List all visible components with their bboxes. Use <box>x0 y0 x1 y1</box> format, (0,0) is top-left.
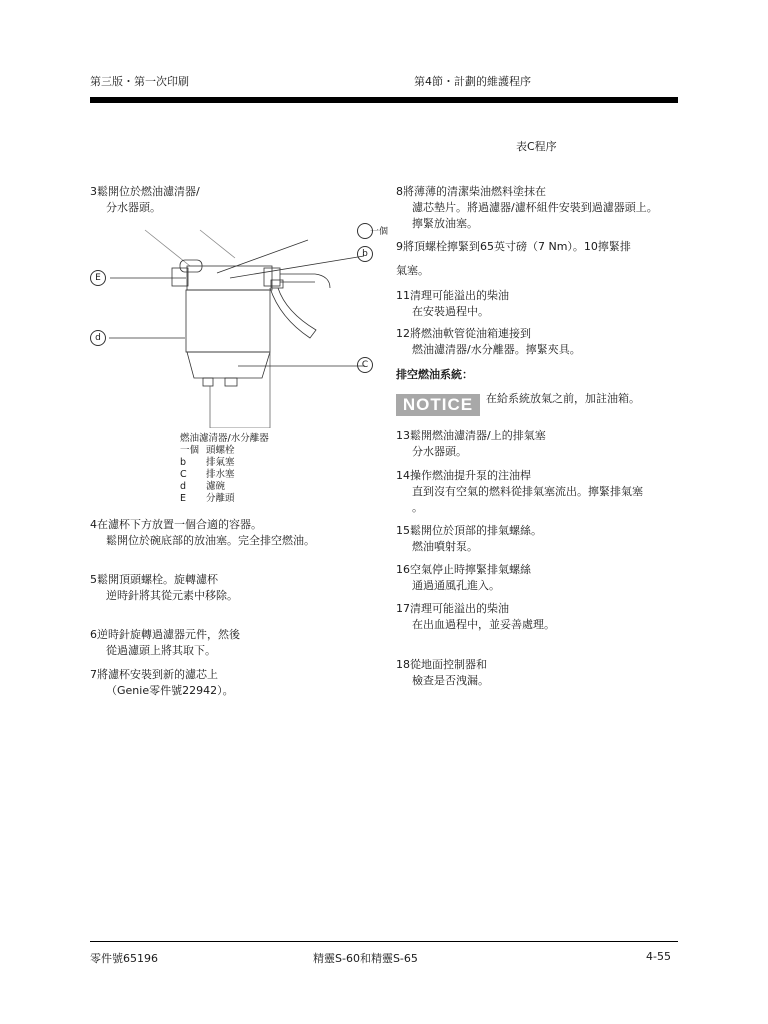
legend-key: 一個 <box>180 445 200 456</box>
step-line: 18從地面控制器和 <box>396 658 487 671</box>
legend-item <box>180 457 269 469</box>
header-rule <box>90 97 678 103</box>
step-line: 。 <box>412 501 423 514</box>
step-line: 14操作燃油提升泵的注油桿 <box>396 469 531 482</box>
step-line: 9將頂螺栓擰緊到65英寸磅（7 Nm）。10擰緊排 <box>396 240 631 253</box>
legend-item <box>180 445 269 457</box>
figure-legend <box>180 433 269 505</box>
step-line: 6逆時針旋轉過濾器元件，然後 <box>90 628 240 641</box>
callout-a-label: 一個 <box>370 227 389 237</box>
step-line: 燃油噴射泵。 <box>412 540 478 553</box>
step-line: 16空氣停止時擰緊排氣螺絲 <box>396 563 531 576</box>
step-9 <box>396 239 631 255</box>
step-line: 檢查是否洩漏。 <box>412 674 489 687</box>
step-line: 氣塞。 <box>396 264 429 277</box>
legend-item <box>180 469 269 481</box>
step-11 <box>396 288 509 320</box>
legend-item <box>180 493 269 505</box>
step-line: 3鬆開位於燃油濾清器/ <box>90 185 200 198</box>
step-18 <box>396 657 489 689</box>
legend-value: 排氣塞 <box>206 457 235 468</box>
callout-c: C <box>357 357 373 373</box>
step-line: 逆時針將其從元素中移除。 <box>106 589 238 602</box>
callout-b: b <box>357 246 373 262</box>
step-line: 擰緊放油塞。 <box>412 217 478 230</box>
step-line: 在安裝過程中。 <box>412 305 489 318</box>
step-line: 分水器頭。 <box>106 201 161 214</box>
step-15 <box>396 523 542 555</box>
step-12 <box>396 326 581 358</box>
legend-key: E <box>180 493 187 504</box>
legend-key: d <box>180 481 187 492</box>
footer-rule <box>90 941 678 942</box>
step-line: 分水器頭。 <box>412 445 467 458</box>
header-edition: 第三版・第一次印刷 <box>90 75 189 88</box>
step-line: （Genie零件號22942）。 <box>106 684 234 697</box>
step-8 <box>396 184 658 232</box>
step-line: 燃油濾清器/水分離器。擰緊夾具。 <box>412 343 581 356</box>
bleed-heading: 排空燃油系統： <box>396 368 473 381</box>
step-13 <box>396 428 546 460</box>
step-17 <box>396 601 555 633</box>
step-14 <box>396 468 643 516</box>
step-line: 鬆開位於碗底部的放油塞。完全排空燃油。 <box>106 534 315 547</box>
footer-model: 精靈S-60和精靈S-65 <box>313 952 418 965</box>
step-line: 8將薄薄的清潔柴油燃料塗抹在 <box>396 185 546 198</box>
legend-key: b <box>180 457 187 468</box>
fuel-filter-diagram <box>90 218 390 428</box>
notice-text: 在給系統放氣之前，加註油箱。 <box>486 392 640 405</box>
footer-page-number: 4-55 <box>646 950 671 963</box>
step-line: 從過濾頭上將其取下。 <box>106 644 216 657</box>
step-line: 17清理可能溢出的柴油 <box>396 602 509 615</box>
footer-part-number: 零件號65196 <box>90 952 158 965</box>
legend-value: 濾碗 <box>206 481 226 492</box>
step-10-cont <box>396 263 429 279</box>
table-title: 表C程序 <box>516 140 557 153</box>
step-line: 通過通風孔進入。 <box>412 579 500 592</box>
legend-key: C <box>180 469 187 480</box>
header-section: 第4節・計劃的維護程序 <box>414 75 531 88</box>
legend-item <box>180 481 269 493</box>
step-line: 11清理可能溢出的柴油 <box>396 289 509 302</box>
step-line: 15鬆開位於頂部的排氣螺絲。 <box>396 524 542 537</box>
step-7 <box>90 667 234 699</box>
callout-e: E <box>90 270 106 286</box>
step-line: 直到沒有空氣的燃料從排氣塞流出。擰緊排氣塞 <box>412 485 643 498</box>
step-line: 7將濾杯安裝到新的濾芯上 <box>90 668 218 681</box>
step-line: 4在濾杯下方放置一個合適的容器。 <box>90 518 262 531</box>
callout-d: d <box>90 330 106 346</box>
legend-value: 頭螺栓 <box>206 445 235 456</box>
notice-badge: NOTICE <box>396 394 480 416</box>
step-line: 12將燃油軟管從油箱連接到 <box>396 327 531 340</box>
step-line: 在出血過程中，並妥善處理。 <box>412 618 555 631</box>
legend-title: 燃油濾清器/水分離器 <box>180 433 269 444</box>
step-line: 濾芯墊片。將過濾器/濾杯組件安裝到過濾器頭上。 <box>412 201 658 214</box>
step-6 <box>90 627 240 659</box>
step-3 <box>90 184 200 216</box>
step-5 <box>90 572 238 604</box>
step-4 <box>90 517 315 549</box>
step-line: 5鬆開頂頭螺栓。旋轉濾杯 <box>90 573 218 586</box>
step-line: 13鬆開燃油濾清器/上的排氣塞 <box>396 429 546 442</box>
legend-value: 排水塞 <box>206 469 235 480</box>
step-16 <box>396 562 531 594</box>
legend-value: 分離頭 <box>206 493 235 504</box>
